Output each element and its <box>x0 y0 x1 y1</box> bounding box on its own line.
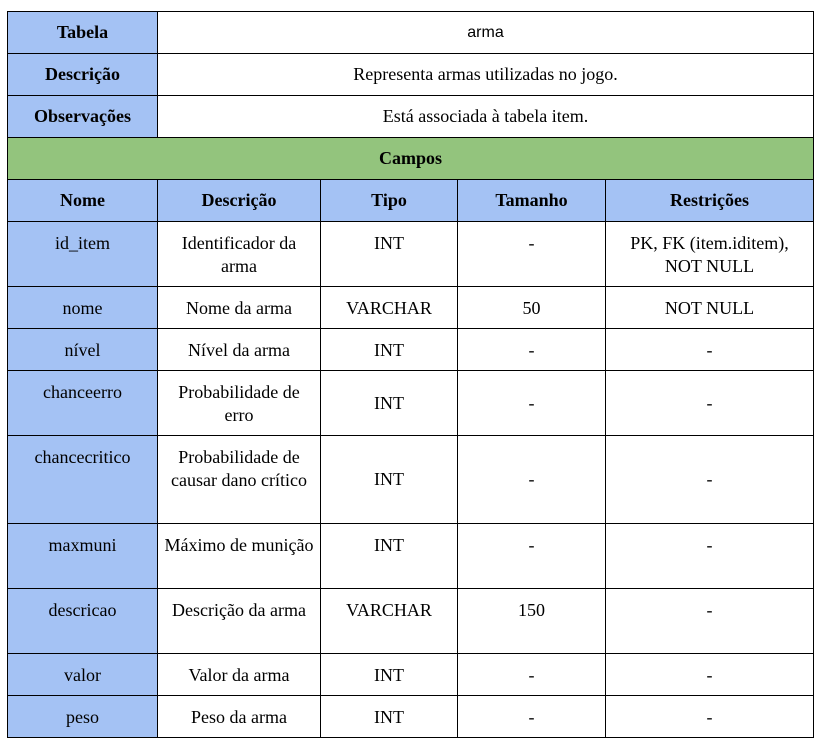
field-description: Probabilidade de causar dano crítico <box>158 436 321 524</box>
field-description: Probabilidade de erro <box>158 371 321 436</box>
field-type: INT <box>321 436 458 524</box>
field-type: INT <box>321 329 458 371</box>
field-name: valor <box>8 654 158 696</box>
field-type: INT <box>321 654 458 696</box>
table-row <box>8 329 814 371</box>
field-type: INT <box>321 524 458 589</box>
field-name: nível <box>8 329 158 371</box>
field-size: - <box>458 371 606 436</box>
section-row <box>8 138 814 180</box>
field-name: descricao <box>8 589 158 654</box>
header-row <box>8 180 814 222</box>
column-header-descricao: Descrição <box>158 180 321 222</box>
field-description: Nível da arma <box>158 329 321 371</box>
field-name: chancecritico <box>8 436 158 524</box>
meta-row-tabela <box>8 12 814 54</box>
column-header-tipo: Tipo <box>321 180 458 222</box>
descricao-value: Representa armas utilizadas no jogo. <box>158 54 814 96</box>
tabela-value: arma <box>158 12 814 54</box>
field-constraints: PK, FK (item.iditem), NOT NULL <box>606 222 814 287</box>
field-name: nome <box>8 287 158 329</box>
table-row <box>8 524 814 589</box>
table-row <box>8 436 814 524</box>
field-type: VARCHAR <box>321 287 458 329</box>
field-constraints: - <box>606 371 814 436</box>
field-type: VARCHAR <box>321 589 458 654</box>
field-size: - <box>458 696 606 738</box>
table-row <box>8 589 814 654</box>
table-row <box>8 654 814 696</box>
field-description: Nome da arma <box>158 287 321 329</box>
field-name: maxmuni <box>8 524 158 589</box>
table-row <box>8 696 814 738</box>
field-constraints: NOT NULL <box>606 287 814 329</box>
column-header-nome: Nome <box>8 180 158 222</box>
field-description: Peso da arma <box>158 696 321 738</box>
tabela-label: Tabela <box>8 12 158 54</box>
table-row <box>8 222 814 287</box>
column-header-tamanho: Tamanho <box>458 180 606 222</box>
field-constraints: - <box>606 524 814 589</box>
field-type: INT <box>321 371 458 436</box>
field-type: INT <box>321 696 458 738</box>
field-size: - <box>458 524 606 589</box>
field-size: - <box>458 222 606 287</box>
column-header-restricoes: Restrições <box>606 180 814 222</box>
field-size: - <box>458 436 606 524</box>
table-row <box>8 371 814 436</box>
field-constraints: - <box>606 329 814 371</box>
field-size: - <box>458 329 606 371</box>
observacoes-value: Está associada à tabela item. <box>158 96 814 138</box>
meta-row-observacoes <box>8 96 814 138</box>
field-name: chanceerro <box>8 371 158 436</box>
field-description: Identificador da arma <box>158 222 321 287</box>
table-row <box>8 287 814 329</box>
field-size: 50 <box>458 287 606 329</box>
field-constraints: - <box>606 696 814 738</box>
observacoes-label: Observações <box>8 96 158 138</box>
field-name: id_item <box>8 222 158 287</box>
field-description: Descrição da arma <box>158 589 321 654</box>
field-size: - <box>458 654 606 696</box>
field-constraints: - <box>606 654 814 696</box>
data-dictionary-table <box>7 11 814 738</box>
field-name: peso <box>8 696 158 738</box>
descricao-label: Descrição <box>8 54 158 96</box>
field-description: Valor da arma <box>158 654 321 696</box>
section-title: Campos <box>8 138 814 180</box>
field-size: 150 <box>458 589 606 654</box>
field-description: Máximo de munição <box>158 524 321 589</box>
field-constraints: - <box>606 589 814 654</box>
field-constraints: - <box>606 436 814 524</box>
meta-row-descricao <box>8 54 814 96</box>
field-type: INT <box>321 222 458 287</box>
